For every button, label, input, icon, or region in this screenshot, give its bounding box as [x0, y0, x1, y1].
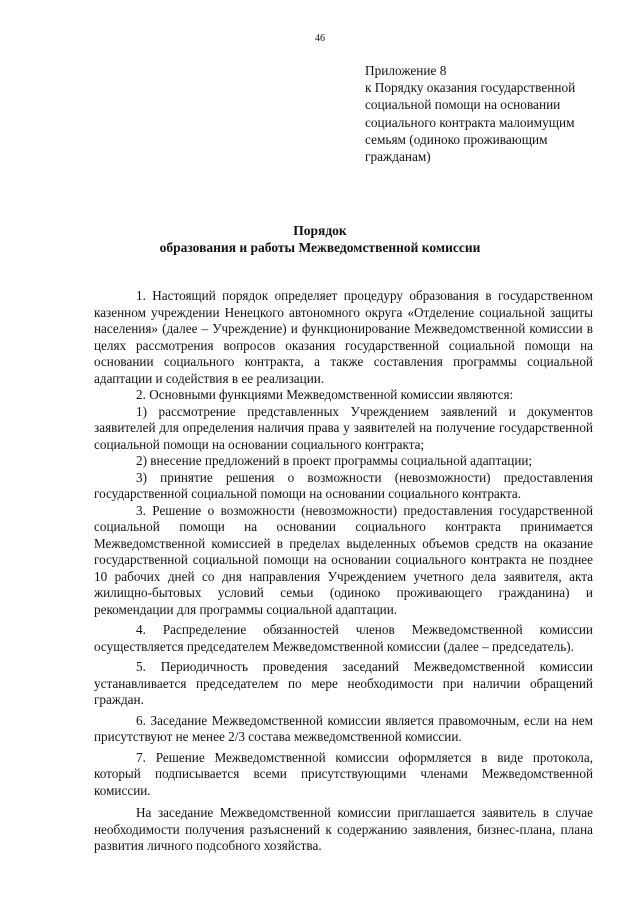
title-line-2: образования и работы Межведомственной комиссии: [159, 240, 481, 255]
appendix-line: гражданам): [365, 149, 431, 165]
paragraph-6: 6. Заседание Межведомственной комиссии является правомочным, если на нем присутствуют не менее 2/3 состава межведомственной комиссии.: [94, 712, 593, 744]
appendix-line: Приложение 8: [365, 63, 447, 78]
appendix-header: [365, 62, 610, 165]
paragraph-4: 4. Распределение обязанностей членов Межведомственной комиссии осуществляется председателем Межведомственной комиссии (далее – председатель).: [94, 622, 593, 654]
appendix-line: к Порядку оказания государственной: [365, 80, 576, 96]
paragraph-5: 5. Периодичность проведения заседаний Межведомственной комиссии устанавливается председателем по мере необходимости при наличии обращений граждан.: [94, 659, 593, 707]
appendix-line: семьям (одиноко проживающим: [365, 131, 548, 147]
paragraph-3: 3. Решение о возможности (невозможности) предоставления государственной социальной помощи на основании социального контракта принимается Межведомственной комиссией в пределах выделенных объемов средств на оказание государственной социальной помощи на основании социального контракта не позднее 10 рабочих дней со дня направления Учреждением учетного дела заявителя, акта жилищно-бытовых условий семьи (одиноко проживающего гражданина) и рекомендации для программы социальной адаптации.: [94, 502, 593, 617]
paragraph-2-item-1: 1) рассмотрение представленных Учреждением заявлений и документов заявителей для определения наличия права у заявителей на получение государственной социальной помощи на основании социального контракта;: [94, 403, 593, 452]
paragraph-2: 2. Основными функциями Межведомственной комиссии являются:: [136, 387, 514, 402]
appendix-line: социального контракта малоимущим: [365, 114, 575, 130]
paragraph-2-item-3: 3) принятие решения о возможности (невозможности) предоставления государственной социальной помощи на основании социального контракта.: [94, 469, 593, 501]
document-title: [0, 222, 640, 256]
page-number: 46: [315, 33, 325, 44]
paragraph-invitation: На заседание Межведомственной комиссии приглашается заявитель в случае необходимости получения разъяснений к содержанию заявления, бизнес-плана, плана развития личного подсобного хозяйства.: [94, 805, 593, 853]
paragraph-2-item-2: 2) внесение предложений в проект программы социальной адаптации;: [136, 453, 533, 468]
title-line-1: Порядок: [293, 223, 347, 238]
paragraph-7: 7. Решение Межведомственной комиссии оформляется в виде протокола, который подписывается всеми присутствующими членами Межведомственной комиссии.: [94, 749, 593, 798]
document-body: [94, 288, 593, 855]
paragraph-1: 1. Настоящий порядок определяет процедуру образования в государственном казенном учреждении Ненецкого автономного округа «Отделение социальной защиты населения» (далее – Учреждение) и функционирование Межведомственной комиссии в целях рассмотрения вопросов оказания государственной социальной помощи на основании социального контракта, а также составления программы социальной адаптации и содействия в ее реализации.: [94, 288, 593, 386]
appendix-line: социальной помощи на основании: [365, 97, 561, 113]
